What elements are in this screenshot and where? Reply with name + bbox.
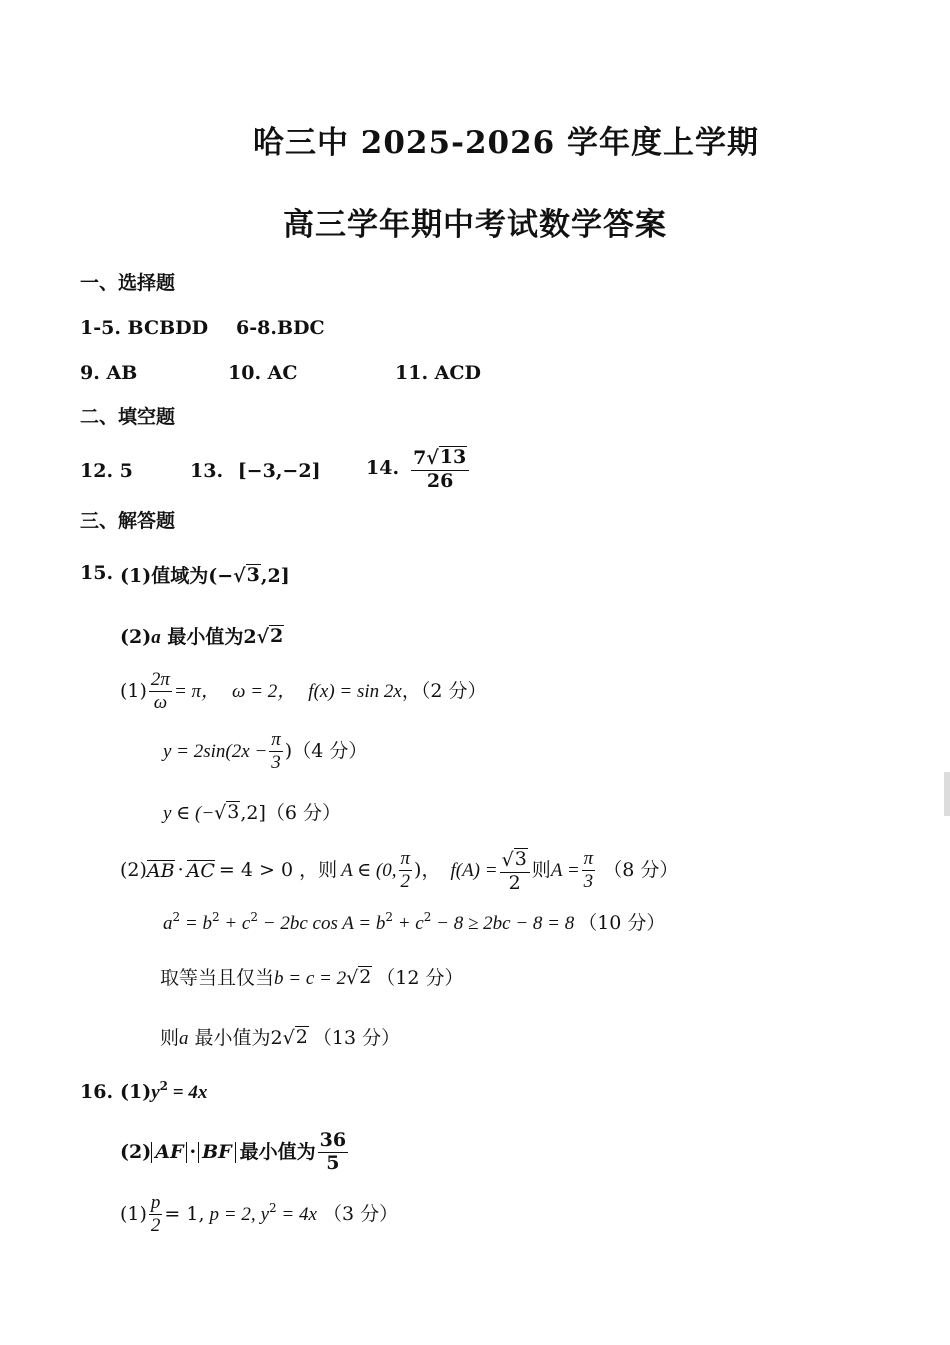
- q15-step5-tail: − 8 ≥ 2bc − 8 = 8: [431, 913, 575, 934]
- q16-ans2-fraction: [318, 1131, 348, 1174]
- q15-ans2-sqrt: √ 2: [256, 625, 284, 648]
- q15-step1-frac-den: ω: [153, 691, 168, 713]
- answer-q9: 9. AB: [80, 362, 138, 384]
- q15-ans2-radicand: 2: [270, 625, 284, 647]
- q15-ans2-prefix: (2): [120, 625, 152, 648]
- q15-step7-text2: 最小值为2: [188, 1026, 283, 1049]
- section-heading-fill: 二、填空题: [80, 406, 176, 428]
- q16-step1-fraction: [149, 1193, 163, 1236]
- q15-ans1-sqrt: √ 3: [233, 564, 260, 587]
- q15-step6-expr: b = c = 2: [274, 967, 347, 989]
- q16-answer-1: [120, 1079, 208, 1103]
- q15-step4-frac3-den: 3: [583, 871, 594, 893]
- q13-label: 13.: [190, 460, 224, 482]
- q16-answer-2: [120, 1131, 350, 1174]
- q16-ans1-lhs: y: [151, 1082, 160, 1103]
- q15-step5-exp2: 2: [211, 910, 220, 924]
- q15-step6-sqrt: √ 2: [346, 966, 372, 989]
- q15-step3-sqrt: √ 3: [214, 801, 240, 824]
- q15-step1-prefix: (1): [120, 679, 147, 702]
- q15-step4-frac2-radicand: 3: [514, 848, 527, 870]
- q15-step7-var: a: [179, 1027, 189, 1049]
- q15-step4-frac1: [399, 849, 413, 892]
- q15-answer-2: [120, 625, 284, 647]
- q15-step5-plus1: + c: [219, 913, 251, 934]
- q15-ans2-var: a: [151, 626, 161, 648]
- q16-step1-score: （3 分）: [322, 1202, 399, 1225]
- q15-step3-lhs: y ∈ (−: [163, 802, 215, 824]
- q16-ans2-frac-num: 36: [319, 1129, 347, 1151]
- q15-step2-frac-num: π: [271, 729, 281, 750]
- q15-step3-score: （6 分）: [265, 801, 342, 824]
- answer-q13: [190, 462, 321, 481]
- q15-step4-frac3-num: π: [583, 848, 594, 870]
- q15-step2-score: （4 分）: [292, 739, 368, 762]
- q15-step6-text: 取等当且仅当: [160, 966, 275, 989]
- q15-step4-vec-ab: AB: [146, 859, 175, 882]
- q15-ans1-prefix: (1)值域为(−: [120, 564, 234, 587]
- q16-ans2-text: 最小值为: [239, 1140, 316, 1163]
- q15-ans1-radicand: 3: [246, 564, 260, 586]
- q14-label: 14.: [366, 457, 400, 480]
- q15-step4-vec-ac: AC: [186, 859, 215, 882]
- q15-step7-text1: 则: [160, 1026, 180, 1049]
- q16-label: 16.: [80, 1081, 114, 1103]
- q15-step7-radicand: 2: [295, 1026, 308, 1048]
- section-heading-solve: 三、解答题: [80, 510, 176, 532]
- q16-step1-exp: 2: [269, 1200, 277, 1215]
- q15-step5-eq1: = b: [180, 913, 212, 934]
- q15-step4-frac1-num: π: [400, 848, 411, 870]
- q16-ans1-rhs: = 4x: [168, 1082, 208, 1103]
- q15-step1-eq: = π，: [173, 680, 221, 702]
- q15-step1-fraction: [149, 670, 172, 713]
- q15-step2-lhs: y = 2sin(2x −: [163, 740, 268, 762]
- q16-ans2-frac-den: 5: [326, 1151, 340, 1174]
- q15-step2-fraction: [269, 730, 283, 773]
- q15-step4-a-in: A ∈ (0,: [341, 860, 397, 882]
- q15-answer-1: [120, 564, 290, 586]
- q16-step1-p-eq: p = 2,: [209, 1203, 256, 1225]
- q16-ans1-exp: 2: [159, 1079, 168, 1093]
- q15-step5-a: a: [163, 913, 173, 934]
- q15-step4-a-eq: A =: [550, 860, 580, 882]
- q15-step5-exp1: 2: [172, 910, 181, 924]
- q15-step4-frac2: [500, 848, 530, 894]
- q15-step4-score: （8 分）: [603, 859, 679, 882]
- q15-step4-close: )，: [414, 859, 441, 882]
- q15-step-1: [120, 670, 486, 713]
- q15-step3-rhs: ,2]: [240, 801, 266, 824]
- q14-fraction: [411, 446, 469, 492]
- answer-q1-5: 1-5. BCBDD: [80, 317, 209, 339]
- q15-step-4: [120, 848, 678, 894]
- q15-step1-fx: f(x) = sin 2x: [308, 680, 402, 702]
- q15-step2-rhs: ): [284, 739, 293, 762]
- q14-denominator: 26: [426, 469, 454, 492]
- q14-coef: 7: [413, 446, 427, 469]
- q15-step5-exp4: 2: [385, 910, 393, 924]
- q13-answer: [−3,−2]: [237, 460, 321, 482]
- q15-step1-score: ，（2 分）: [401, 679, 487, 702]
- answer-q14: [366, 446, 471, 492]
- scan-edge-mark: [944, 772, 950, 816]
- q14-numerator: [411, 446, 469, 471]
- section-heading-choice: 一、选择题: [80, 272, 176, 294]
- q16-step1-frac-num: p: [150, 1192, 161, 1213]
- q15-step4-prefix: (2): [120, 859, 147, 882]
- q15-step4-then: 则: [531, 859, 551, 882]
- q15-step-5: [163, 910, 666, 934]
- q15-label: 15.: [80, 562, 114, 584]
- q15-step6-radicand: 2: [359, 966, 372, 988]
- q15-step4-frac3: [582, 849, 596, 892]
- q16-step1-frac-den: 2: [150, 1214, 161, 1236]
- q15-step5-exp3: 2: [250, 910, 259, 924]
- q15-step-2: [163, 730, 367, 773]
- title-line-2: 高三学年期中考试数学答案: [283, 207, 667, 243]
- q16-ans2-abs-af: AF: [151, 1142, 187, 1163]
- q15-step4-rel: = 4 > 0 ，则: [218, 859, 338, 882]
- answer-q6-8: 6-8.BDC: [236, 317, 325, 339]
- q15-step-3: [163, 801, 341, 823]
- q15-step2-frac-den: 3: [271, 751, 281, 773]
- q16-ans2-prefix: (2): [120, 1140, 152, 1163]
- q15-step1-frac-num: 2π: [150, 669, 170, 690]
- q16-step1-prefix: (1): [120, 1202, 147, 1225]
- answer-q12: 12. 5: [80, 460, 133, 482]
- q16-step-1: [120, 1193, 398, 1236]
- q15-step4-frac2-sqrt: √ 3: [501, 848, 527, 871]
- q15-step6-score: （12 分）: [376, 966, 464, 989]
- q15-step5-plus2: + c: [392, 913, 424, 934]
- q15-step-7: [160, 1026, 400, 1048]
- title-line-1: 哈三中 2025-2026 学年度上学期: [253, 125, 760, 161]
- q15-step3-radicand: 3: [227, 801, 240, 823]
- q14-radicand: 13: [439, 446, 467, 468]
- q16-step1-rhs: = 4x: [276, 1203, 317, 1225]
- q15-ans1-suffix: ,2]: [260, 564, 290, 587]
- q15-ans2-text: 最小值为2: [160, 625, 257, 648]
- answer-q10: 10. AC: [228, 362, 298, 384]
- q14-sqrt: √ 13: [426, 446, 467, 469]
- q16-step1-eq: = 1,: [164, 1202, 205, 1225]
- q15-step1-omega: ω = 2，: [232, 680, 297, 702]
- q15-step7-score: （13 分）: [312, 1026, 401, 1049]
- q15-step7-sqrt: √ 2: [282, 1026, 308, 1049]
- answer-q11: 11. ACD: [395, 362, 482, 384]
- q15-step5-score: （10 分）: [578, 912, 666, 934]
- q16-ans1-prefix: (1): [120, 1081, 152, 1103]
- q15-step4-dot: ·: [177, 859, 184, 882]
- q15-step4-fa: f(A) =: [450, 860, 498, 882]
- q16-ans2-dot: ·: [189, 1140, 197, 1163]
- q15-step-6: [160, 966, 464, 988]
- q16-step1-y: y: [260, 1203, 270, 1225]
- q15-step5-exp5: 2: [423, 910, 432, 924]
- q16-ans2-abs-bf: BF: [198, 1142, 236, 1163]
- q15-step4-frac1-den: 2: [400, 871, 411, 893]
- q15-step5-mid: − 2bc cos A = b: [258, 913, 386, 934]
- q15-step4-frac2-den: 2: [508, 871, 521, 894]
